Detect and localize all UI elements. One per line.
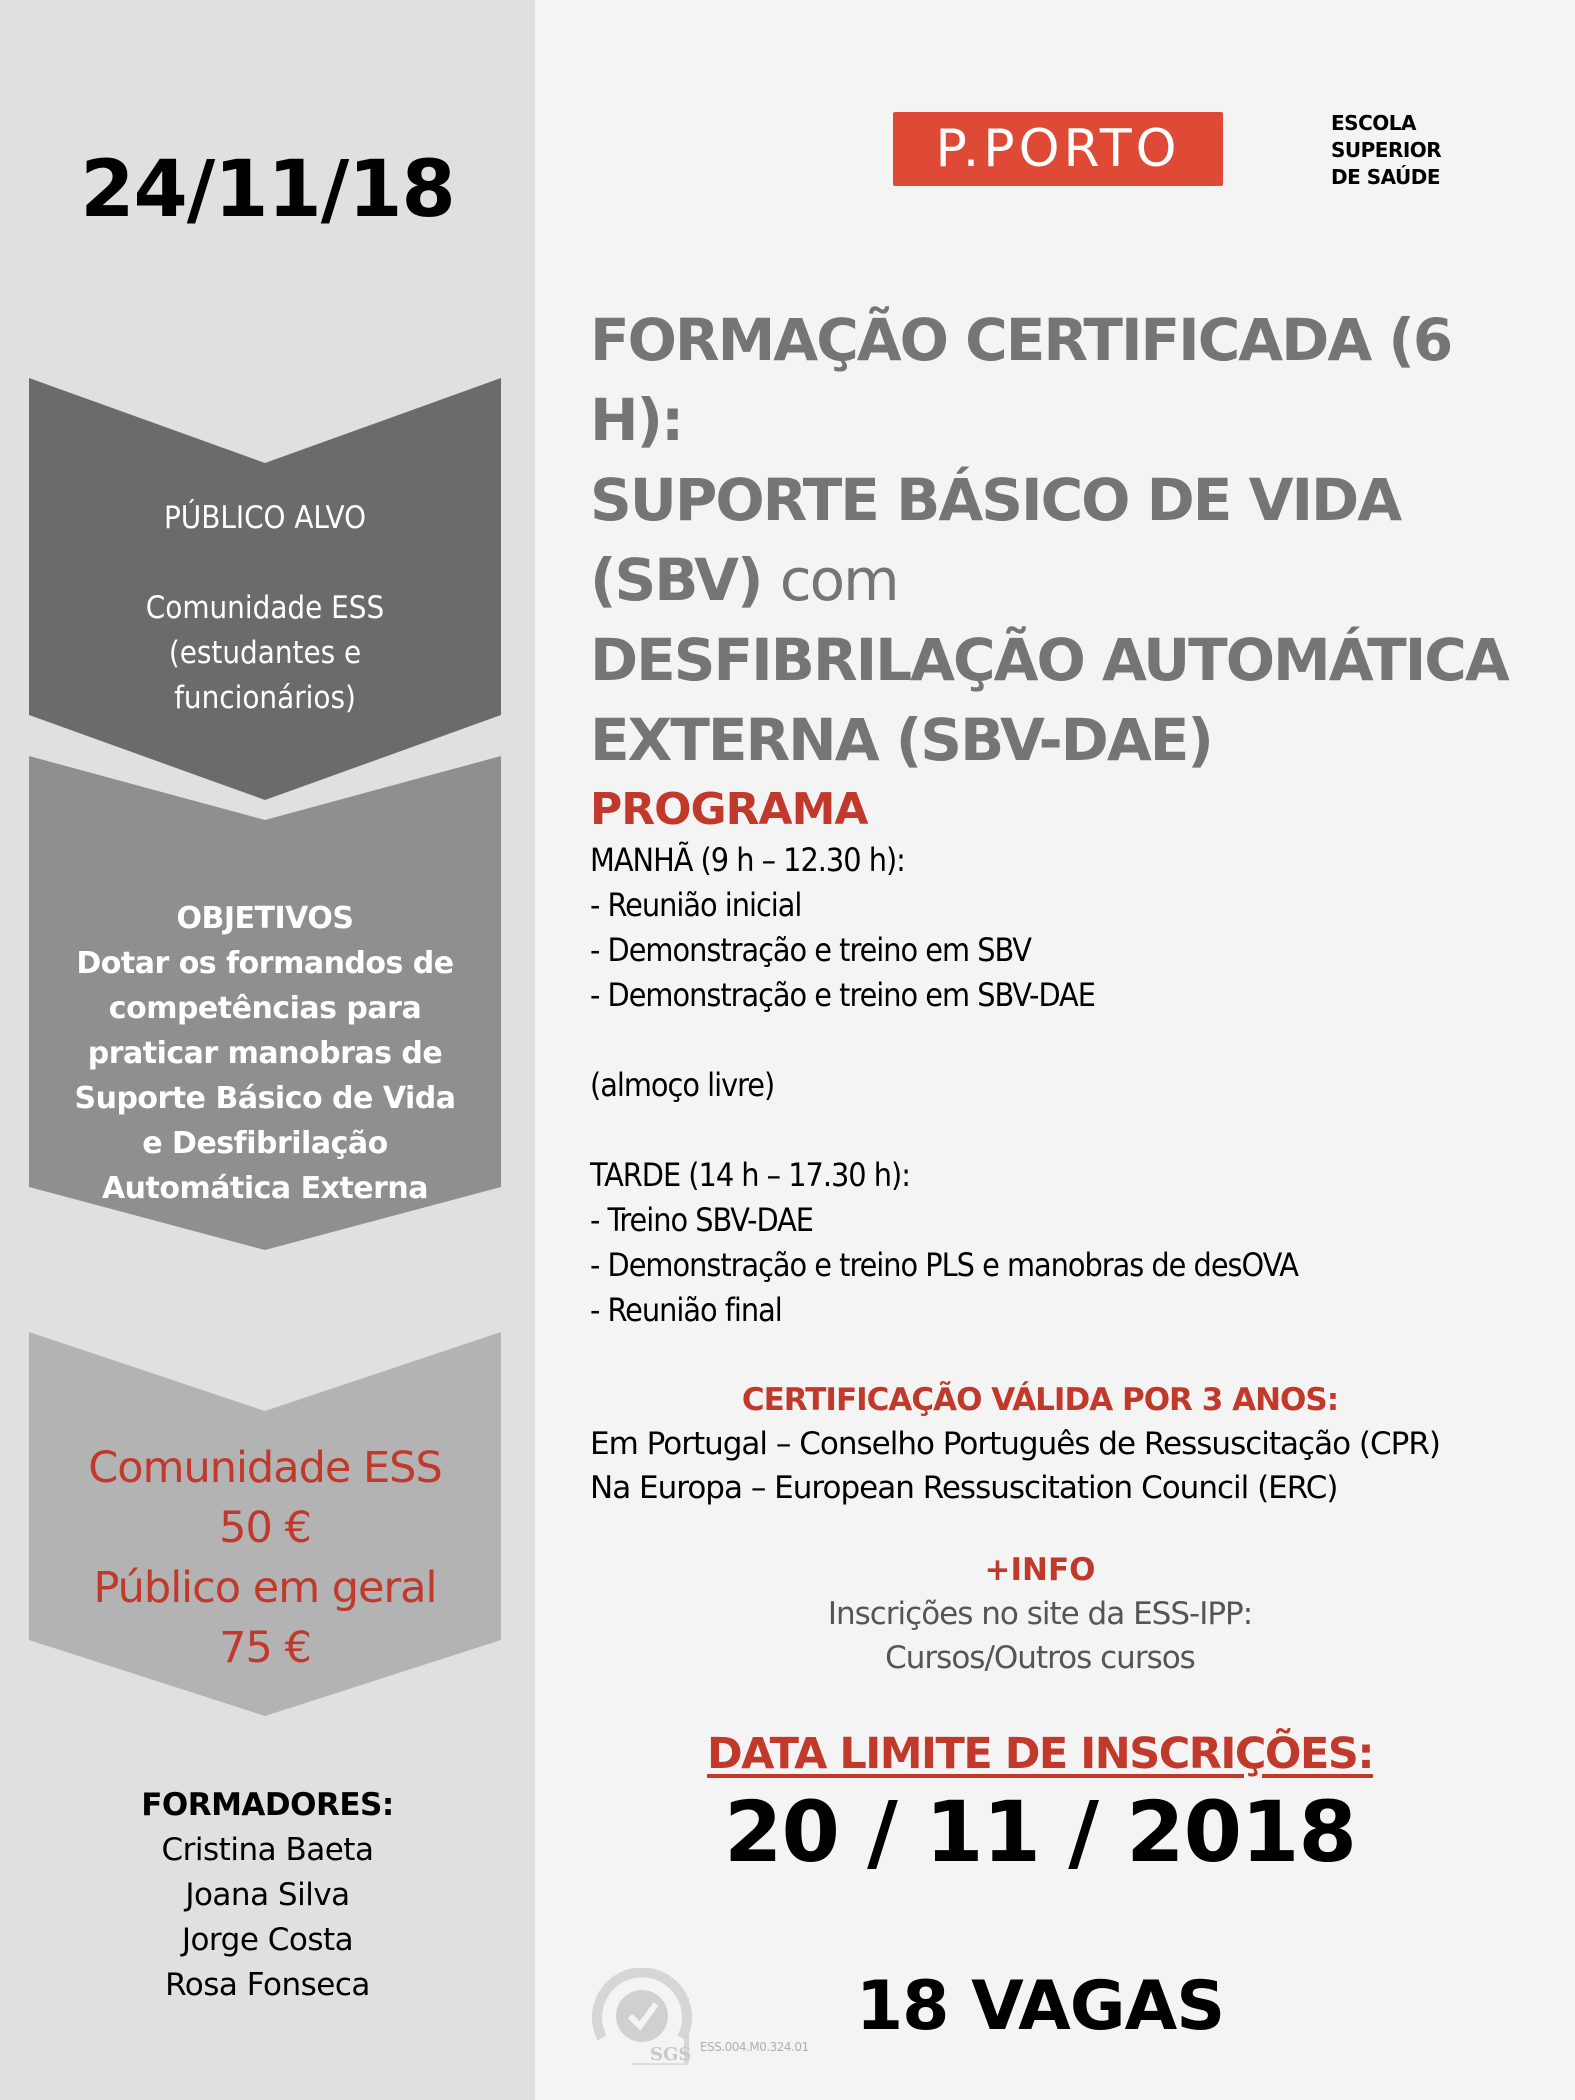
objetivos-line: e Desfibrilação — [142, 1126, 388, 1161]
deadline-section — [590, 1726, 1490, 1882]
title-line: FORMAÇÃO CERTIFICADA (6 H): — [590, 306, 1452, 454]
objetivos-line: Automática Externa — [101, 1171, 429, 1206]
price-label: Comunidade ESS — [88, 1443, 442, 1493]
price-label: Público em geral — [93, 1563, 437, 1613]
manha-label: MANHÃ (9 h – 12.30 h): — [590, 841, 905, 879]
programa-item: - Treino SBV-DAE — [590, 1201, 813, 1239]
publico-alvo-text — [29, 496, 501, 721]
formadores-heading: FORMADORES: — [141, 1787, 394, 1823]
pporto-logo: P.PORTO — [893, 112, 1223, 186]
title-line: SUPORTE BÁSICO DE VIDA — [590, 466, 1401, 534]
sgs-code: ESS.004.M0.324.01 — [700, 2040, 809, 2054]
title-connector: com — [779, 546, 898, 614]
title-line — [590, 540, 1550, 620]
info-heading: +INFO — [984, 1552, 1096, 1588]
svg-text:SGS: SGS — [650, 2044, 692, 2065]
objetivos-text — [29, 896, 501, 1211]
programa-item: - Reunião inicial — [590, 886, 802, 924]
event-date: 24/11/18 — [80, 145, 455, 235]
deadline-heading: DATA LIMITE DE INSCRIÇÕES: — [706, 1729, 1374, 1779]
objetivos-line: competências para — [108, 991, 422, 1026]
certificacao-heading: CERTIFICAÇÃO VÁLIDA POR 3 ANOS: — [741, 1382, 1339, 1418]
title-line: DESFIBRILAÇÃO AUTOMÁTICA — [590, 626, 1508, 694]
page-title — [590, 300, 1550, 780]
title-sbv: (SBV) — [590, 546, 780, 614]
almoco-note: (almoço livre) — [590, 1066, 775, 1104]
tarde-label: TARDE (14 h – 17.30 h): — [590, 1156, 910, 1194]
school-line: ESCOLA — [1331, 111, 1416, 135]
info-line: Cursos/Outros cursos — [885, 1640, 1195, 1676]
certificacao-line: Na Europa – European Ressuscitation Council (ERC) — [590, 1470, 1338, 1506]
programa-item: - Demonstração e treino em SBV — [590, 931, 1031, 969]
programa-section — [590, 782, 1550, 1333]
publico-alvo-line: (estudantes e — [168, 635, 362, 671]
info-section — [590, 1548, 1490, 1680]
price-value: 50 € — [219, 1503, 311, 1553]
price-value: 75 € — [219, 1623, 311, 1673]
school-name — [1331, 110, 1441, 191]
left-sidebar — [0, 0, 535, 2100]
publico-alvo-line: funcionários) — [174, 680, 356, 716]
objetivos-line: praticar manobras de — [87, 1036, 443, 1071]
chevron-objetivos — [29, 756, 501, 1250]
certificacao-section — [590, 1378, 1550, 1510]
objetivos-line: Suporte Básico de Vida — [74, 1081, 456, 1116]
objetivos-line: Dotar os formandos de — [76, 946, 454, 981]
publico-alvo-heading: PÚBLICO ALVO — [163, 500, 367, 536]
publico-alvo-line: Comunidade ESS — [145, 590, 385, 626]
chevron-publico-alvo — [29, 378, 501, 800]
title-line: EXTERNA (SBV-DAE) — [590, 706, 1212, 774]
chevron-precos — [29, 1332, 501, 1716]
formador-name: Jorge Costa — [181, 1922, 354, 1958]
formador-name: Cristina Baeta — [161, 1832, 374, 1868]
objetivos-heading: OBJETIVOS — [176, 901, 354, 936]
info-line: Inscrições no site da ESS-IPP: — [827, 1596, 1253, 1632]
programa-item: - Demonstração e treino PLS e manobras de desOVA — [590, 1246, 1298, 1284]
programa-item: - Demonstração e treino em SBV-DAE — [590, 976, 1095, 1014]
vagas-count: 18 VAGAS — [855, 1967, 1225, 2046]
programa-heading: PROGRAMA — [590, 784, 868, 835]
certificacao-line: Em Portugal – Conselho Português de Ressuscitação (CPR) — [590, 1426, 1440, 1462]
school-line: DE SAÚDE — [1331, 165, 1440, 189]
formador-name: Rosa Fonseca — [165, 1967, 370, 2003]
deadline-date: 20 / 11 / 2018 — [724, 1783, 1356, 1881]
programa-item: - Reunião final — [590, 1291, 782, 1329]
school-line: SUPERIOR — [1331, 138, 1442, 162]
formador-name: Joana Silva — [185, 1877, 350, 1913]
precos-text — [29, 1438, 501, 1678]
formadores-block — [0, 1783, 535, 2008]
